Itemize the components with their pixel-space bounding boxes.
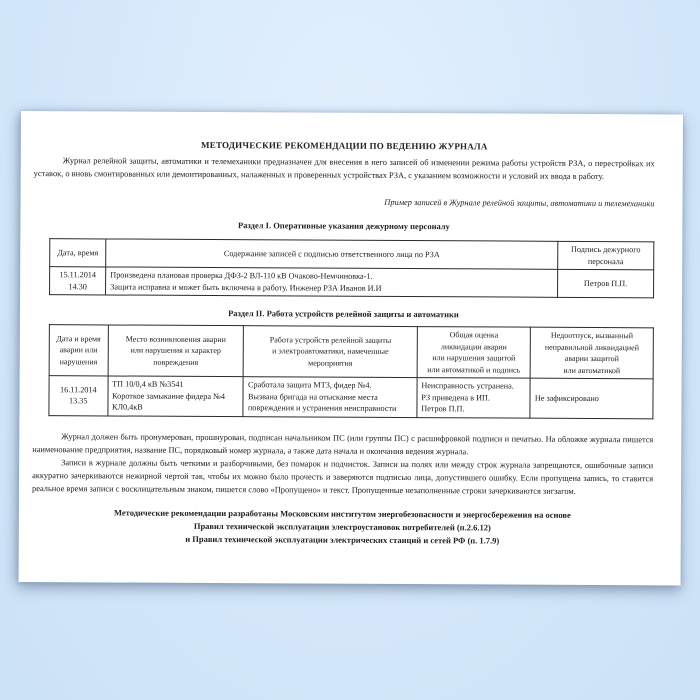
t1-cell-content: Произведена плановая проверка ДФЗ-2 ВЛ-110 кВ Очаково-Немчиновка-1. Защита исправна и может быть включена в работу. Инженер РЗА Иванов И.И [106, 267, 558, 297]
t2-header-location: Место возникновения аварии или нарушения и характер повреждения [108, 325, 244, 377]
example-note: Пример записей в Журнале релейной защиты, автоматики и телемеханики [384, 197, 655, 209]
t1-header-signature: Подпись дежурного персонала [558, 241, 654, 270]
footer-note: Методические рекомендации разработаны Московским институтом энергобезопасности и энергосбережения на основе Правил технической эксплуатации электроустановок потребителей (п.2.6.12) и Правил технической эксплуатации электрических станций и сетей РФ (п. 1.7.9) [113, 506, 571, 546]
document-page [19, 111, 683, 585]
t1-cell-date-time: 15.11.2014 14.30 [50, 267, 106, 295]
t1-header-date-time: Дата, время [50, 239, 106, 267]
section-1-heading: Раздел I. Оперативные указания дежурному персоналу [237, 220, 450, 232]
records-paragraph: Записи в журнале должны быть четкими и разборчивыми, без помарок и подчисток. Записи на полях или между строк журнала запрещаются, ошибочные записи аккуратно зачеркиваются нежирной чертой так, чтобы их можно было прочесть и заверяются подписью лица, допустившего ошибку. Если пропущена запись, то ставится реальное время записи с восклицательным знаком, пишется слово «Пропущено» и текст. Пропущенные незаполненные строки зачеркиваются зигзагом. [32, 457, 654, 496]
t2-cell-location: ТП 10/0,4 кВ №3541 Короткое замыкание фидера №4 КЛ0,4кВ [107, 376, 243, 416]
section-2-table [48, 324, 653, 419]
t2-cell-operation: Сработала защита МТЗ, фидер №4. Вызвана бригада на отыскание места повреждения и устранения неисправности [243, 377, 417, 417]
t2-cell-assessment: Неисправность устранена. РЗ приведена в ИП. Петров П.П. [417, 378, 531, 418]
table-row [50, 267, 654, 298]
intro-paragraph: Журнал релейной защиты, автоматики и телемеханики предназначен для внесения в него записей об изменении режима работы устройств РЗА, о перестройках их уставок, о вновь смонтированных или демонтированных, налаженных и проверенных устройствах РЗА, с указанием возможности и условий их ввода в работу. [33, 156, 655, 182]
t2-header-undersupply: Недоотпуск, вызванный неправильной ликвидацией аварии защитой или автоматикой [530, 327, 653, 379]
t2-header-assessment: Общая оценка ликвидации аварии или нарушения защитой или автоматикой и подпись [417, 327, 531, 379]
table-row [49, 376, 653, 419]
t2-cell-date-time: 16.11.2014 13.35 [49, 376, 108, 416]
t2-header-operation: Работа устройств релейной защиты и электроавтоматики, намеченные мероприятия [244, 326, 418, 378]
document-title: МЕТОДИЧЕСКИЕ РЕКОМЕНДАЦИИ ПО ВЕДЕНИЮ ЖУРНАЛА [201, 139, 488, 152]
section-1-table [49, 238, 654, 298]
table-header-row [50, 239, 654, 270]
numbering-paragraph: Журнал должен быть пронумерован, прошнурован, подписан начальником ПС (или группы ПС) с расшифровкой подписи и печатью. На обложке журнала пишется наименование предприятия, название ПС, порядковый номер журнала, а также дата начала и окончания ведения журнала. [32, 431, 654, 456]
t2-header-date-time: Дата и время аварии или нарушения [49, 325, 108, 376]
t1-header-content: Содержание записей с подписью ответственного лица по РЗА [106, 239, 558, 269]
table-header-row [49, 325, 653, 379]
section-2-heading: Раздел II. Работа устройств релейной защиты и автоматики [228, 308, 459, 320]
t1-cell-signature: Петров П.П. [557, 269, 653, 298]
t2-cell-undersupply: Не зафиксировано [530, 378, 653, 418]
